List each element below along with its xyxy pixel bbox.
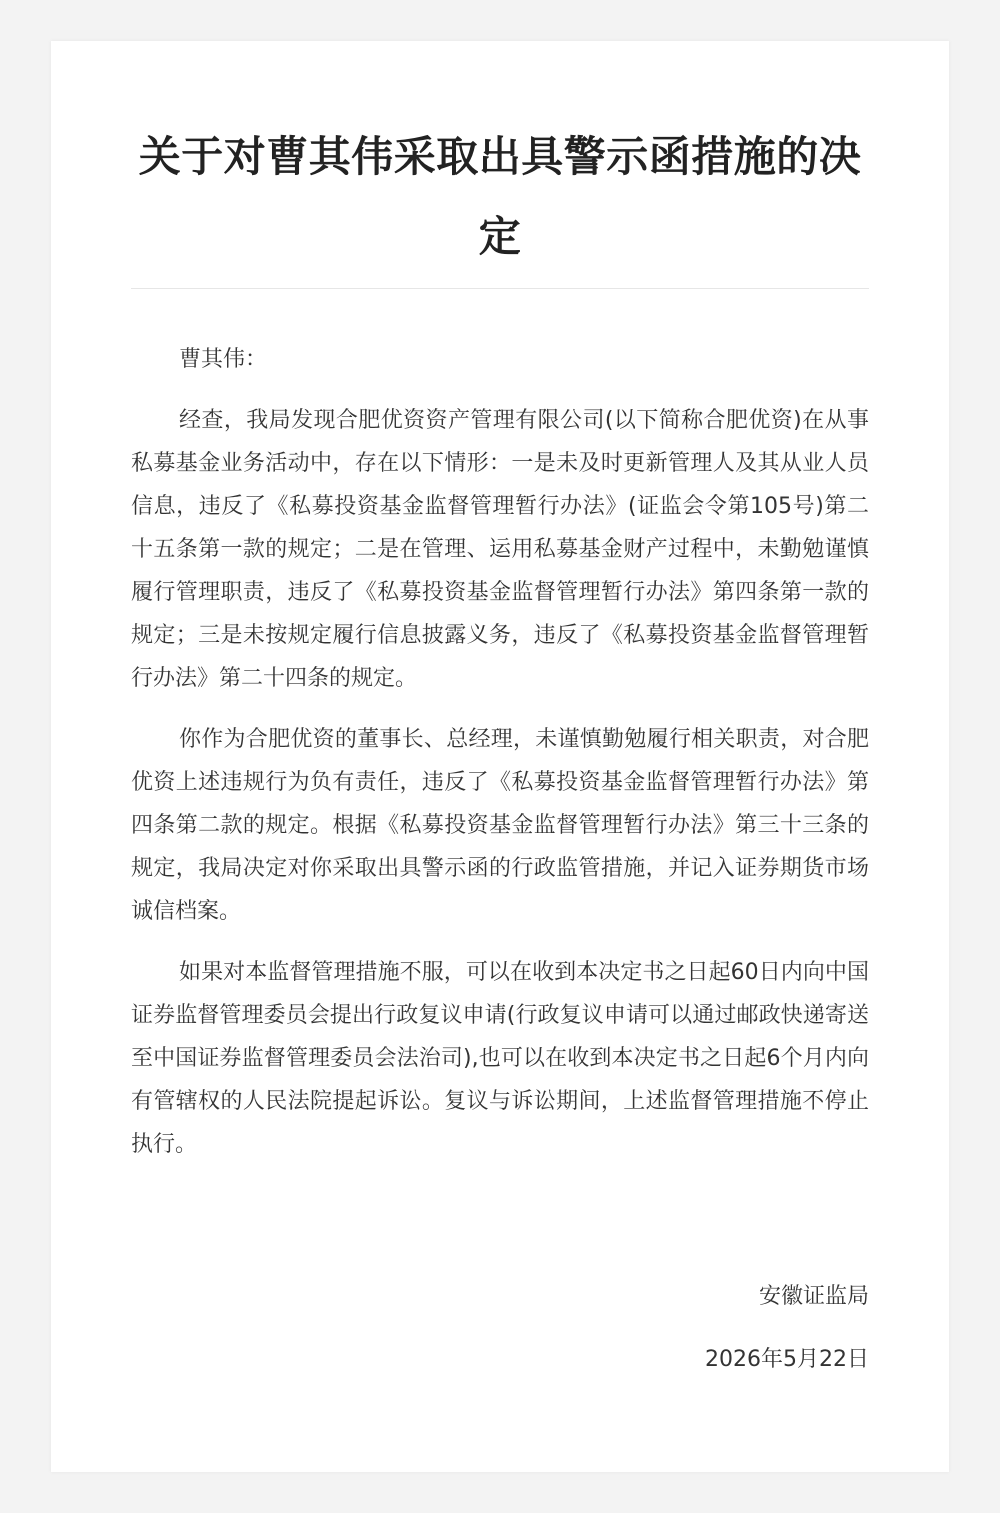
document-card [51,41,949,1472]
document-title: 关于对曹其伟采取出具警示函措施的决定 [138,132,862,261]
paragraph-appeal: 如果对本监督管理措施不服，可以在收到本决定书之日起60日内向中国证券监督管理委员会提出行政复议申请(行政复议申请可以通过邮政快递寄送至中国证券监督管理委员会法治司),也可以在收到本决定书之日起6个月内向有管辖权的人民法院提起诉讼。复议与诉讼期间，上述监督管理措施不停止执行。 [131,960,869,1157]
signature-date: 2026年5月22日 [705,1347,869,1372]
greeting: 曹其伟： [179,347,268,372]
title-divider [131,288,869,289]
document-content [131,41,869,1166]
signature-org: 安徽证监局 [758,1284,869,1309]
paragraph-decision: 你作为合肥优资的董事长、总经理，未谨慎勤勉履行相关职责，对合肥优资上述违规行为负有责任，违反了《私募投资基金监督管理暂行办法》第四条第二款的规定。根据《私募投资基金监督管理暂行办法》第三十三条的规定，我局决定对你采取出具警示函的行政监管措施，并记入证券期货市场诚信档案。 [131,727,869,924]
paragraph-findings: 经查，我局发现合肥优资资产管理有限公司(以下简称合肥优资)在从事私募基金业务活动中，存在以下情形：一是未及时更新管理人及其从业人员信息，违反了《私募投资基金监督管理暂行办法》(证监会令第105号)第二十五条第一款的规定；二是在管理、运用私募基金财产过程中，未勤勉谨慎履行管理职责，违反了《私募投资基金监督管理暂行办法》第四条第一款的规定；三是未按规定履行信息披露义务，违反了《私募投资基金监督管理暂行办法》第二十四条的规定。 [131,408,869,691]
